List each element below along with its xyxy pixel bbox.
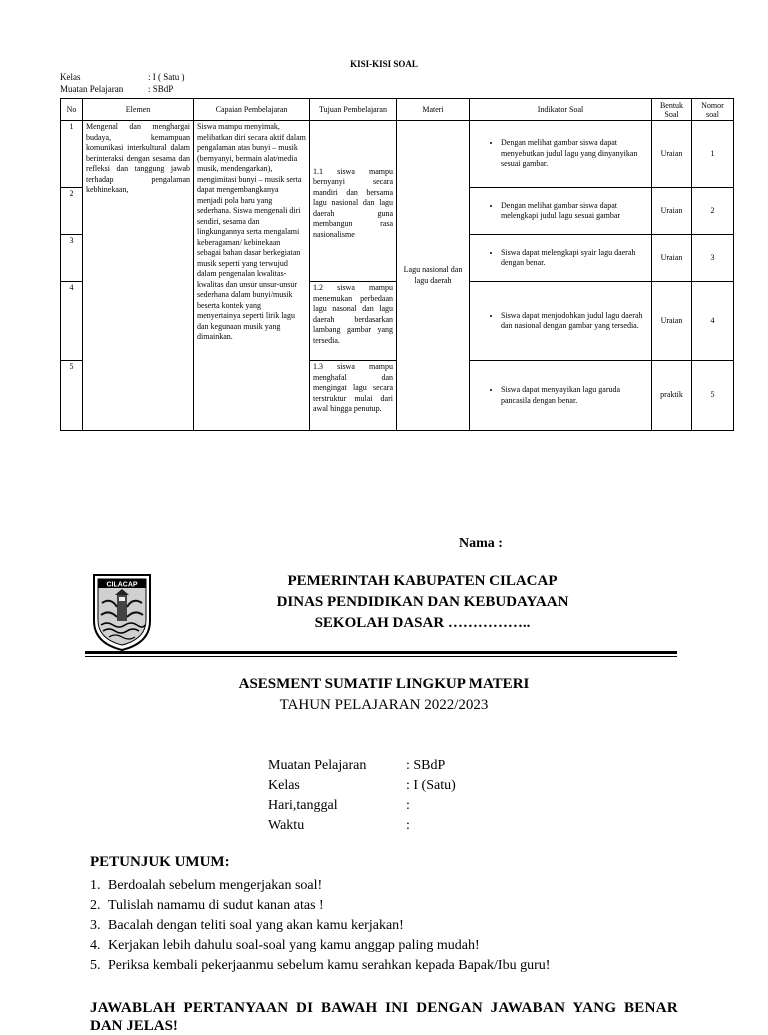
- list-item: • Siswa dapat menjodohkan judul lagu daerah dan nasional dengan gambar yang tersedia.: [501, 311, 648, 332]
- petunjuk-list: [90, 876, 550, 976]
- list-text: Tulislah namamu di sudut kanan atas !: [108, 898, 324, 913]
- instruction-line-2: DAN JELAS!: [90, 1018, 178, 1034]
- list-item: [90, 936, 550, 956]
- svg-text:CILACAP: CILACAP: [106, 581, 138, 589]
- kop-divider-thick: [85, 651, 677, 654]
- col-header-nomor: Nomor soal: [692, 99, 734, 121]
- nomor-cell: 3: [692, 235, 734, 282]
- nomor-cell: 1: [692, 121, 734, 188]
- list-item: • Siswa dapat menyayikan lagu garuda pancasila dengan benar.: [501, 385, 648, 406]
- list-item: [90, 916, 550, 936]
- nomor-cell: 5: [692, 361, 734, 431]
- col-header-elemen: Elemen: [83, 99, 194, 121]
- info-value: : SBdP: [406, 758, 446, 773]
- list-item: [90, 896, 550, 916]
- info-label: Muatan Pelajaran: [268, 758, 367, 773]
- table-header-row: [61, 99, 734, 121]
- list-number: 3.: [90, 918, 101, 933]
- list-item: • Dengan melihat gambar siswa dapat melengkapi judul lagu sesuai gambar: [501, 201, 648, 222]
- kop-line-2: DINAS PENDIDIKAN DAN KEBUDAYAAN: [276, 594, 569, 610]
- kisi-title: KISI-KISI SOAL: [350, 59, 418, 69]
- materi-cell: Lagu nasional dan lagu daerah: [397, 121, 470, 431]
- bentuk-cell: Uraian: [652, 235, 692, 282]
- cilacap-crest-icon: [91, 573, 153, 651]
- info-label: Waktu: [268, 818, 305, 833]
- info-label: Hari,tanggal: [268, 798, 338, 813]
- kelas-value: : I ( Satu ): [148, 72, 185, 82]
- indikator-cell: [470, 121, 652, 188]
- kop-divider-thin: [85, 656, 677, 657]
- col-header-tujuan: Tujuan Pembelajaran: [310, 99, 397, 121]
- list-item: • Siswa dapat melengkapi syair lagu daerah dengan benar.: [501, 248, 648, 269]
- info-value: :: [406, 818, 410, 833]
- list-text: Kerjakan lebih dahulu soal-soal yang kamu anggap paling mudah!: [108, 938, 480, 953]
- info-row-waktu: [268, 816, 410, 836]
- kisi-table: [60, 98, 734, 431]
- list-item: [90, 876, 550, 896]
- petunjuk-heading: PETUNJUK UMUM:: [90, 854, 230, 870]
- assessment-year: TAHUN PELAJARAN 2022/2023: [279, 697, 489, 713]
- info-value: : I (Satu): [406, 778, 456, 793]
- indikator-cell: [470, 235, 652, 282]
- bentuk-cell: praktik: [652, 361, 692, 431]
- indikator-cell: [470, 188, 652, 235]
- capaian-cell: Siswa mampu menyimak, melibatkan diri secara aktif dalam pengalaman atas bunyi – musik (bernyanyi, bermain alat/media musik, mendengarkan), mengimitasi bunyi – musik serta dapat mengembangkanya menjadi pola baru yang sederhana. Siswa mengenali diri sendiri, sesama dan lingkungannya serta mengalami keberagaman/ kebinekaan sebagai bahan dasar berkegiatan musik seperti yang terwujud dalam pengenalan kwalitas-kwalitas dan unsur unsur-unsur sederhana dalam bunyi/musik beserta kontek yang menyertainya seperti lirik lagu dan kegunaan musik yang dimainkan.: [194, 121, 310, 431]
- row-no: 4: [61, 282, 83, 361]
- kop-line-3: SEKOLAH DASAR ……………..: [314, 615, 531, 631]
- col-header-capaian: Capaian Pembelajaran: [194, 99, 310, 121]
- tujuan-cell-2: 1.2 siswa mampu menemukan perbedaan lagu nasonal dan lagu daerah berdasarkan lambang gambar yang tersedia.: [310, 282, 397, 361]
- list-number: 5.: [90, 958, 101, 973]
- tujuan-cell-3: 1.3 siswa mampu menghafal dan mengingat lagu secara terstruktur mulai dari awal hingga penutup.: [310, 361, 397, 431]
- col-header-indikator: Indikator Soal: [470, 99, 652, 121]
- row-no: 1: [61, 121, 83, 188]
- list-number: 1.: [90, 878, 101, 893]
- col-header-no: No: [61, 99, 83, 121]
- instruction-line-1: JAWABLAH PERTANYAAN DI BAWAH INI DENGAN JAWABAN YANG BENAR: [90, 1000, 678, 1016]
- row-no: 2: [61, 188, 83, 235]
- muatan-row: [60, 83, 173, 95]
- elemen-cell: Mengenal dan menghargai budaya, kemampuan komunikasi interkultural dalam berinteraksi dengan sesama dan refleksi dan tanggung jawab terhadap pengalaman kebhinekaan,: [83, 121, 194, 431]
- list-number: 2.: [90, 898, 101, 913]
- info-value: :: [406, 798, 410, 813]
- col-header-bentuk: Bentuk Soal: [652, 99, 692, 121]
- info-row-muatan: [268, 756, 445, 776]
- nama-label: Nama :: [459, 536, 503, 551]
- kelas-label: Kelas: [60, 72, 81, 82]
- list-text: Berdoalah sebelum mengerjakan soal!: [108, 878, 323, 893]
- bentuk-cell: Uraian: [652, 282, 692, 361]
- table-row: [61, 121, 734, 188]
- list-item: • Dengan melihat gambar siswa dapat menyebutkan judul lagu yang dinyanyikan sesuai gambar.: [501, 138, 648, 170]
- list-number: 4.: [90, 938, 101, 953]
- kop-line-1: PEMERINTAH KABUPATEN CILACAP: [287, 573, 558, 589]
- list-item: [90, 956, 550, 976]
- nomor-cell: 4: [692, 282, 734, 361]
- row-no: 5: [61, 361, 83, 431]
- muatan-value: : SBdP: [148, 84, 174, 94]
- nomor-cell: 2: [692, 188, 734, 235]
- row-no: 3: [61, 235, 83, 282]
- assessment-title: ASESMENT SUMATIF LINGKUP MATERI: [238, 676, 530, 692]
- info-row-kelas: [268, 776, 456, 796]
- info-row-hari: [268, 796, 410, 816]
- list-text: Periksa kembali pekerjaanmu sebelum kamu serahkan kepada Bapak/Ibu guru!: [108, 958, 551, 973]
- bentuk-cell: Uraian: [652, 121, 692, 188]
- info-label: Kelas: [268, 778, 300, 793]
- tujuan-cell-1: 1.1 siswa mampu bernyanyi secara mandiri dan bersama lagu nasional dan lagu daerah guna membangun rasa nasionalisme: [310, 121, 397, 282]
- indikator-cell: [470, 361, 652, 431]
- indikator-cell: [470, 282, 652, 361]
- col-header-materi: Materi: [397, 99, 470, 121]
- list-text: Bacalah dengan teliti soal yang akan kamu kerjakan!: [108, 918, 404, 933]
- bentuk-cell: Uraian: [652, 188, 692, 235]
- kelas-row: [60, 71, 185, 83]
- muatan-label: Muatan Pelajaran: [60, 84, 124, 94]
